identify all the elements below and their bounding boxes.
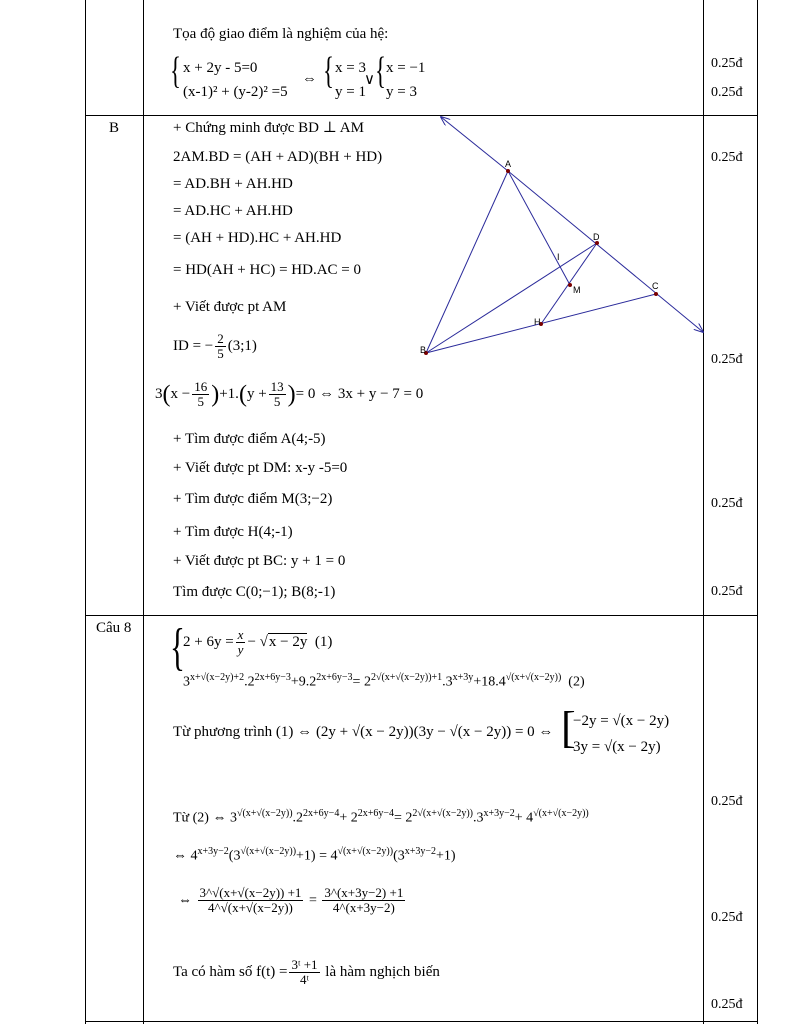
row1-sol1a: x = 3 bbox=[335, 60, 366, 76]
row2-line2: 2AM.BD = (AH + AD)(BH + HD) bbox=[173, 149, 383, 165]
row2-label: B bbox=[109, 120, 120, 136]
row1-sol2a: x = −1 bbox=[386, 60, 426, 76]
row2-line5: = (AH + HD).HC + AH.HD bbox=[173, 230, 342, 246]
side-ab bbox=[426, 171, 508, 353]
row2-line3: = AD.BH + AH.HD bbox=[173, 176, 293, 192]
row3-label: Câu 8 bbox=[96, 620, 132, 636]
table-border-left bbox=[85, 0, 86, 1024]
row1-iff: ⇔ bbox=[302, 71, 317, 87]
row-divider-2 bbox=[85, 615, 758, 616]
point-label-a: A bbox=[505, 159, 512, 169]
row3-step1-case2: 3y = √(x − 2y) bbox=[573, 739, 661, 755]
point-label-i: I bbox=[557, 252, 560, 262]
row1-sol1b: y = 1 bbox=[335, 84, 366, 100]
row3-score-3: 0.25đ bbox=[711, 997, 743, 1012]
row2-line4: = AD.HC + AH.HD bbox=[173, 203, 293, 219]
point-label-m: M bbox=[573, 285, 581, 295]
row1-brace: { bbox=[170, 50, 181, 92]
row1-brace3: { bbox=[375, 50, 386, 92]
row2-line11: + Viết được pt DM: x-y -5=0 bbox=[173, 460, 348, 476]
row2-line8-rhs: (3;1) bbox=[227, 338, 257, 355]
row3-step1-case1: −2y = √(x − 2y) bbox=[573, 713, 670, 729]
diagram-points bbox=[424, 169, 658, 355]
table-border-right bbox=[757, 0, 758, 1024]
row3-step1: Từ phương trình (1) ⇔ (2y + √(x − 2y))(3y − √(x − 2y)) = 0 ⇔ bbox=[173, 724, 554, 740]
point-label-b: B bbox=[420, 345, 427, 355]
row3-step5: Ta có hàm số f(t) = $\frac{\text{3ᵗ +1}}{\text{4ᵗ}}$ là hàm nghịch biến bbox=[173, 957, 440, 988]
row2-line13: + Tìm được H(4;-1) bbox=[173, 524, 293, 540]
row2-line8-lhs: ID = − bbox=[173, 338, 214, 355]
row1-brace2: { bbox=[323, 50, 334, 92]
triangle-diagram bbox=[415, 110, 707, 360]
point-label-c: C bbox=[652, 281, 659, 291]
row1-score-2: 0.25đ bbox=[711, 85, 743, 100]
row2-line6: = HD(AH + HC) = HD.AC = 0 bbox=[173, 262, 361, 278]
row3-eq1: 2 + 6y = $\frac{x}{y}$ − √x − 2y (1) bbox=[183, 627, 333, 658]
row3-score-2: 0.25đ bbox=[711, 910, 743, 925]
row2-line8 bbox=[173, 332, 257, 362]
row2-line14: + Viết được pt BC: y + 1 = 0 bbox=[173, 553, 346, 569]
row2-score-4: 0.25đ bbox=[711, 584, 743, 599]
row2-line9: 3(x − $\frac{16}{5}$ )+1.(y + $\frac{13}{5}$ )= 0 ⇔ 3x + y − 7 = 0 bbox=[155, 379, 424, 410]
point-label-d: D bbox=[593, 232, 600, 242]
segment-bd bbox=[426, 243, 597, 353]
row3-step1-bracket: [ bbox=[561, 703, 576, 752]
table-border-bottom bbox=[85, 1021, 758, 1022]
row1-score-1: 0.25đ bbox=[711, 56, 743, 71]
row3-step2: Từ (2) ⇔ $3^{√(x+√(x-2y))}.2^{2x+6y-4}+ 2^{2x+6y-4}= 2^{2√(x+√(x-2y))}.3^{x+3y-2}+ 4^{√(x+√(x-2y))}$ bbox=[173, 808, 589, 826]
row1-eq1: x + 2y - 5=0 bbox=[183, 60, 258, 76]
row2-score-2: 0.25đ bbox=[711, 352, 743, 367]
row1-intro: Tọa độ giao điểm là nghiệm của hệ: bbox=[173, 26, 389, 42]
row2-score-1: 0.25đ bbox=[711, 150, 743, 165]
row2-score-3: 0.25đ bbox=[711, 496, 743, 511]
row3-step3: ⇔ $4^{x+3y-2}(3^{√(x+√(x-2y))}+1) = 4^{√(x+√(x-2y))}(3^{x+3y-2}+1)$ bbox=[173, 846, 456, 864]
row1-sol2b: y = 3 bbox=[386, 84, 417, 100]
extended-line-ac bbox=[441, 117, 703, 332]
table-border-col1 bbox=[143, 0, 144, 1024]
point-label-h: H bbox=[534, 317, 541, 327]
row2-line1: + Chứng minh được BD ⊥ AM bbox=[173, 120, 364, 136]
row2-line12: + Tìm được điểm M(3;−2) bbox=[173, 491, 333, 507]
row2-line10: + Tìm được điểm A(4;-5) bbox=[173, 431, 326, 447]
row2-line7: + Viết được pt AM bbox=[173, 299, 287, 315]
row2-line8-frac: $\frac{2}{5}$ bbox=[217, 331, 224, 362]
row3-brace: { bbox=[170, 619, 185, 676]
segment-am bbox=[508, 171, 570, 285]
row1-eq2: (x-1)² + (y-2)² =5 bbox=[183, 84, 288, 100]
row1-or: ∨ bbox=[364, 72, 375, 88]
row3-score-1: 0.25đ bbox=[711, 794, 743, 809]
row2-line15: Tìm được C(0;−1); B(8;-1) bbox=[173, 584, 336, 600]
row3-step4: ⇔ $\frac{3\^{}√(x+√(x-2y)) +1}{4\^{}√(x+√(x-2y))}$ = $\frac{3\^{}(x+3y-2) +1}{4\^{}(x+3y-2)}$ bbox=[178, 885, 404, 916]
row3-eq2: $3^{x+√(x-2y)+2}.2^{2x+6y-3}+9.2^{2x+6y-3}= 2^{2√(x+√(x-2y))+1}.3^{x+3y}+18.4^{√(x+√(x-2y))}$ (2) bbox=[183, 672, 585, 690]
